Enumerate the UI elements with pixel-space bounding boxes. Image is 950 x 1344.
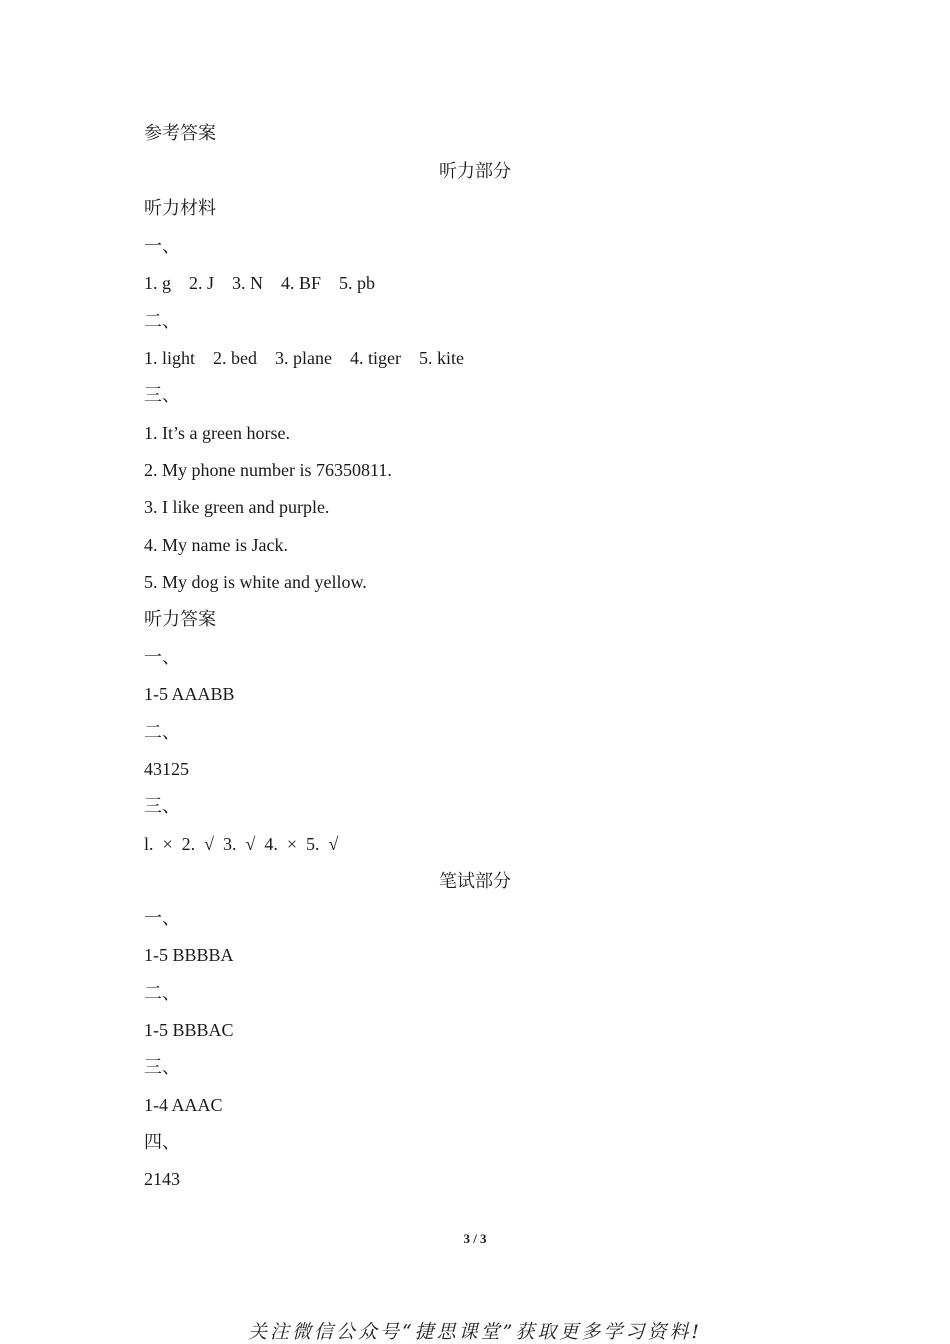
answer-line: 43125 — [144, 759, 189, 779]
answer-line: 1-5 BBBBA — [144, 945, 234, 965]
sentence-line: 3. I like green and purple. — [144, 497, 330, 517]
footer-note: 关注微信公众号“捷思课堂”获取更多学习资料! — [247, 1321, 703, 1343]
answer-line: 2143 — [144, 1169, 180, 1189]
part-label: 二、 — [144, 311, 180, 331]
part-label: 二、 — [144, 722, 180, 742]
answer-line: 1. light 2. bed 3. plane 4. tiger 5. kite — [144, 348, 464, 368]
part-label: 三、 — [144, 385, 180, 405]
sentence-line: 2. My phone number is 76350811. — [144, 460, 392, 480]
answer-key-heading: 参考答案 — [144, 123, 216, 143]
sentence-line: 5. My dog is white and yellow. — [144, 572, 367, 592]
answer-line: 1-4 AAAC — [144, 1095, 223, 1115]
part-label: 三、 — [144, 796, 180, 816]
written-section-title: 笔试部分 — [439, 871, 511, 891]
listening-section-title: 听力部分 — [439, 161, 511, 181]
answer-line: 1-5 BBBAC — [144, 1020, 234, 1040]
sentence-line: 4. My name is Jack. — [144, 535, 288, 555]
part-label: 三、 — [144, 1057, 180, 1077]
listening-material-label: 听力材料 — [144, 198, 216, 218]
listening-answer-label: 听力答案 — [144, 609, 216, 629]
part-label: 四、 — [144, 1132, 180, 1152]
part-label: 二、 — [144, 983, 180, 1003]
sentence-line: 1. It’s a green horse. — [144, 423, 290, 443]
page-number: 3 / 3 — [463, 1231, 487, 1246]
answer-line: 1. g 2. J 3. N 4. BF 5. pb — [144, 273, 376, 293]
answer-line: l. × 2. √ 3. √ 4. × 5. √ — [144, 834, 339, 854]
part-label: 一、 — [144, 236, 180, 256]
part-label: 一、 — [144, 908, 180, 928]
part-label: 一、 — [144, 647, 180, 667]
answer-line: 1-5 AAABB — [144, 684, 235, 704]
